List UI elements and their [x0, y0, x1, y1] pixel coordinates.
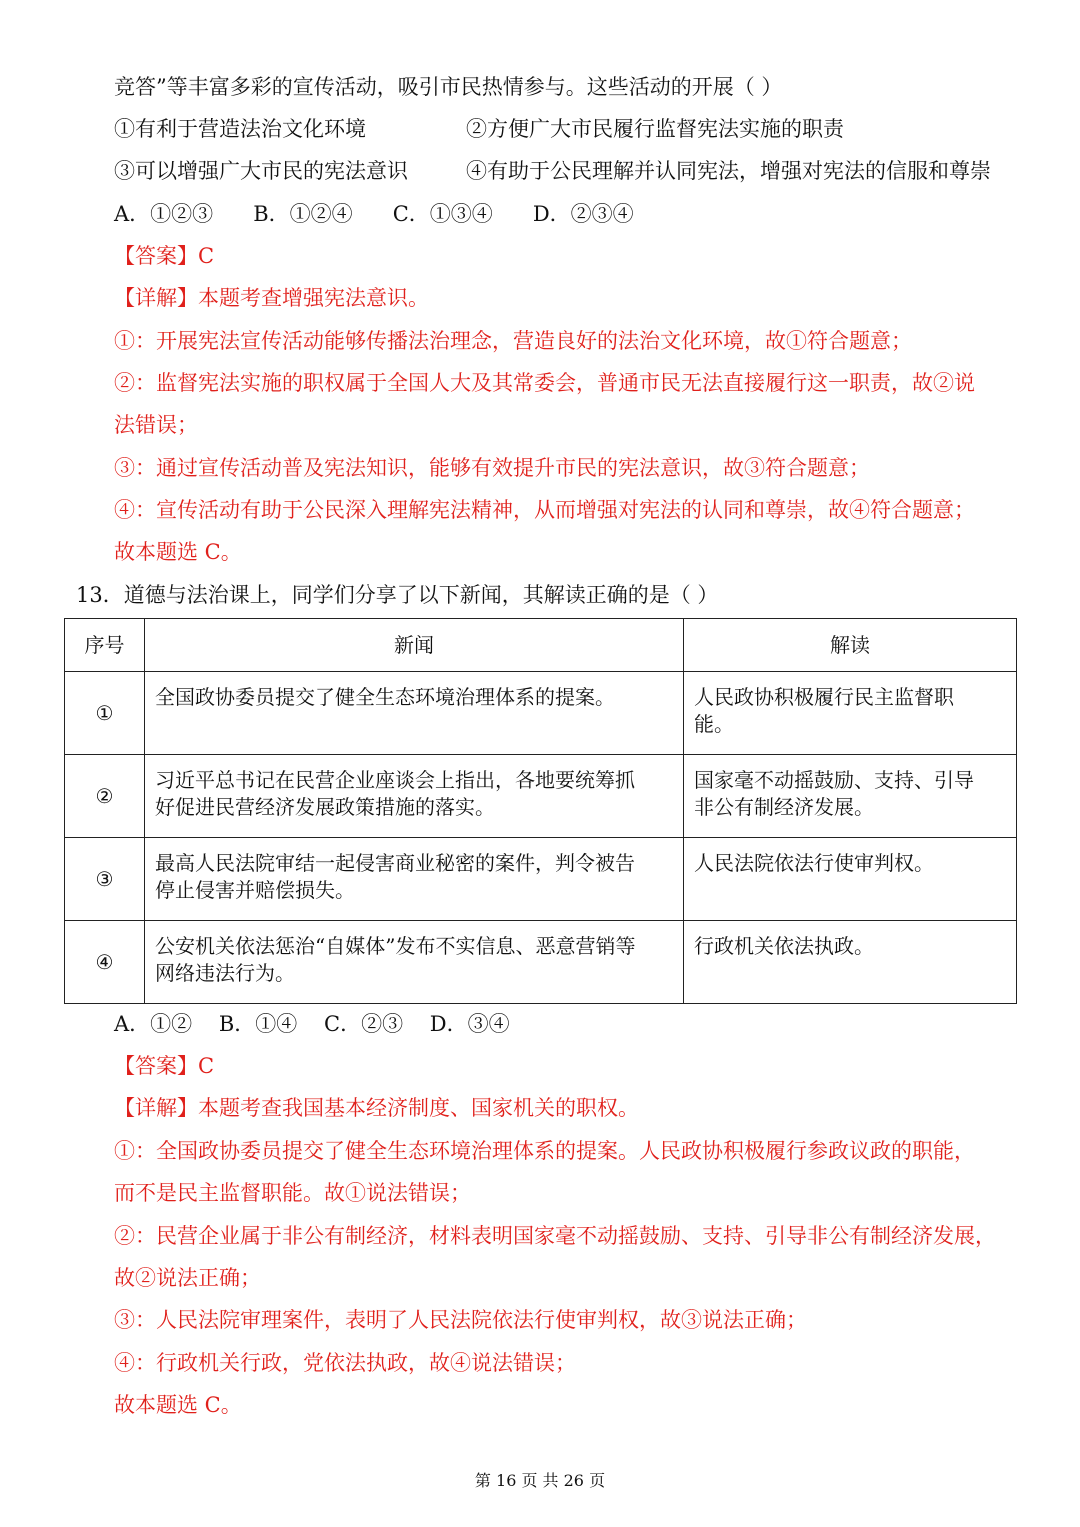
- analysis-line: 故本题选 C。: [114, 1393, 242, 1417]
- news-line: 习近平总书记在民营企业座谈会上指出，各地要统筹抓: [155, 768, 635, 792]
- news-cell: [145, 921, 684, 1004]
- header-news: 新闻: [145, 619, 684, 672]
- analysis-line: ④：行政机关行政，党依法执政，故④说法错误；: [114, 1351, 576, 1375]
- interp-line: 国家毫不动摇鼓励、支持、引导: [694, 768, 974, 792]
- interp-line: 人民法院依法行使审判权。: [694, 851, 934, 875]
- news-line: 全国政协委员提交了健全生态环境治理体系的提案。: [155, 685, 615, 709]
- table-row: [65, 838, 1017, 921]
- interp-line: 人民政协积极履行民主监督职: [694, 685, 954, 709]
- news-cell: [145, 672, 684, 755]
- news-table: [64, 618, 1017, 1004]
- analysis-line: 【详解】本题考查我国基本经济制度、国家机关的职权。: [114, 1096, 639, 1120]
- statement-3: ③可以增强广大市民的宪法意识: [114, 159, 408, 183]
- news-line: 公安机关依法惩治“自媒体”发布不实信息、恶意营销等: [155, 934, 636, 958]
- analysis-line: ①：开展宪法宣传活动能够传播法治理念，营造良好的法治文化环境，故①符合题意；: [114, 329, 912, 353]
- answer-label: 【答案】C: [114, 244, 215, 268]
- analysis-line: 故本题选 C。: [114, 540, 242, 564]
- analysis-line: ③：通过宣传活动普及宪法知识，能够有效提升市民的宪法意识，故③符合题意；: [114, 456, 870, 480]
- header-interpretation: 解读: [684, 619, 1017, 672]
- analysis-line: ③：人民法院审理案件，表明了人民法院依法行使审判权，故③说法正确；: [114, 1308, 807, 1332]
- analysis-line: 【详解】本题考查增强宪法意识。: [114, 286, 429, 310]
- row-number: ②: [65, 755, 145, 838]
- table-row: [65, 755, 1017, 838]
- row-number: ④: [65, 921, 145, 1004]
- table-row: [65, 672, 1017, 755]
- header-number: 序号: [65, 619, 145, 672]
- analysis-line: ②：监督宪法实施的职权属于全国人大及其常委会，普通市民无法直接履行这一职责，故②说: [114, 371, 975, 395]
- news-line: 停止侵害并赔偿损失。: [155, 878, 355, 902]
- interpretation-cell: [684, 755, 1017, 838]
- page-footer: 第 16 页 共 26 页: [474, 1471, 606, 1490]
- news-line: 网络违法行为。: [155, 961, 295, 985]
- interp-line: 非公有制经济发展。: [694, 795, 874, 819]
- analysis-line: ①：全国政协委员提交了健全生态环境治理体系的提案。人民政协积极履行参政议政的职能，: [114, 1139, 975, 1163]
- question-13-stem: 13．道德与法治课上，同学们分享了以下新闻，其解读正确的是（ ）: [76, 583, 719, 607]
- statement-2: ②方便广大市民履行监督宪法实施的职责: [466, 117, 844, 141]
- news-line: 最高人民法院审结一起侵害商业秘密的案件，判令被告: [155, 851, 635, 875]
- statement-1: ①有利于营造法治文化环境: [114, 117, 366, 141]
- row-number: ③: [65, 838, 145, 921]
- news-line: 好促进民营经济发展政策措施的落实。: [155, 795, 495, 819]
- table-header-row: [65, 619, 1017, 672]
- interp-line: 行政机关依法执政。: [694, 934, 874, 958]
- question-stem-tail: 竞答”等丰富多彩的宣传活动，吸引市民热情参与。这些活动的开展（ ）: [114, 75, 783, 99]
- analysis-line: ②：民营企业属于非公有制经济，材料表明国家毫不动摇鼓励、支持、引导非公有制经济发展，: [114, 1224, 996, 1248]
- table-row: [65, 921, 1017, 1004]
- interp-line: 能。: [694, 712, 734, 736]
- news-cell: [145, 755, 684, 838]
- statement-4: ④有助于公民理解并认同宪法，增强对宪法的信服和尊崇: [466, 159, 991, 183]
- answer-options: A．①②③ B．①②④ C．①③④ D．②③④: [114, 202, 634, 226]
- interpretation-cell: [684, 672, 1017, 755]
- answer-label: 【答案】C: [114, 1054, 215, 1078]
- interpretation-cell: [684, 921, 1017, 1004]
- analysis-line: 故②说法正确；: [114, 1266, 261, 1290]
- analysis-line: 而不是民主监督职能。故①说法错误；: [114, 1181, 471, 1205]
- analysis-line: 法错误；: [114, 413, 198, 437]
- answer-options: A．①② B．①④ C．②③ D．③④: [114, 1012, 510, 1036]
- row-number: ①: [65, 672, 145, 755]
- analysis-line: ④：宣传活动有助于公民深入理解宪法精神，从而增强对宪法的认同和尊崇，故④符合题意；: [114, 498, 975, 522]
- interpretation-cell: [684, 838, 1017, 921]
- news-cell: [145, 838, 684, 921]
